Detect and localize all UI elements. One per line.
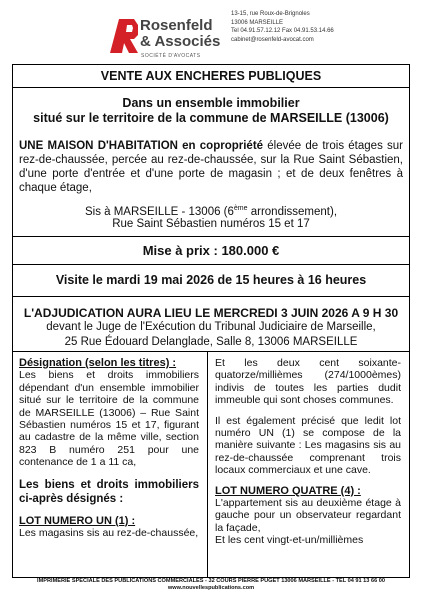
visit-info: Visite le mardi 19 mai 2026 de 15 heures à 16 heures [55,273,367,287]
notice-frame [12,64,410,578]
contact-city: 13006 MARSEILLE [231,19,284,26]
column-divider [207,352,208,578]
logo-wordmark [140,18,220,50]
adjudication-title: L'ADJUDICATION AURA LIEU LE MERCREDI 3 JUIN 2026 A 9 H 30 [23,306,399,320]
lot-one-composition: Il est également précisé que ledit lot numéro UN (1) se compose de la manière suivante : Les magasins sis au rez-de-chaussée comprenant trois locaux commerciaux et une cave. [215,414,401,477]
contact-phone: Tel 04.91.57.12.12 Fax 04.91.53.14.66 [231,28,334,35]
right-column [215,357,401,547]
footer [12,578,410,592]
location-part-a: Sis à MARSEILLE - 13006 (6 [84,205,234,218]
location-line2: Rue Saint Sébastien numéros 15 et 17 [112,218,310,230]
lot-one-title: LOT NUMERO UN (1) : [19,514,136,527]
printer-info: IMPRIMERIE SPECIALE DES PUBLICATIONS COMMERCIALES - 32 COURS PIERRE PUGET 13006 MARSEILLE - TEL 04 91 13 66 00 [37,578,385,584]
adjudication-line1: devant le Juge de l'Exécution du Tribunal Judiciaire de Marseille, [46,321,376,333]
starting-price: Mise à prix : 180.000 € [142,243,280,258]
printer-website[interactable]: www.nouvellespublications.com [167,585,255,591]
logo-line1: Rosenfeld [140,17,213,34]
designation-text: Les biens et droits immobiliers dépendant d'un ensemble immobilier situé sur le territoire de la commune de MARSEILLE (13006) – Rue Saint Sébastien numéros 15 et 17, figurant au cadastre de la même ville, section 823 B numéro 251 pour une contenance de 1 a 11 ca, [19,369,199,469]
location-sup: ème [233,205,248,212]
contact-email[interactable]: cabinet@rosenfeld-avocat.com [231,36,314,43]
intro-line2: situé sur le territoire de la commune de MARSEILLE (13006) [33,111,389,125]
lot-one-text: Les magasins sis au rez-de-chaussée, [19,527,199,540]
logo-line2: & Associés [140,33,221,50]
description-lead: UNE MAISON D'HABITATION en copropriété [19,140,264,152]
lot-four-title: LOT NUMERO QUATRE (4) : [215,484,361,497]
contact-address: 13-15, rue Roux-de-Brignoles [231,11,310,17]
location-part-b: arrondissement), [247,205,338,218]
logo-subtitle: SOCIÉTÉ D'AVOCATS [141,53,201,59]
left-column [19,357,199,539]
notice-title: VENTE AUX ENCHERES PUBLIQUES [100,69,322,83]
intro-line1: Dans un ensemble immobilier [122,96,300,110]
lot-four-text: L'appartement sis au deuxième étage à gauche pour un observateur regardant la façade, [215,497,401,534]
contact-block [231,10,334,44]
shares-text: Et les deux cent soixante-quatorze/millièmes (274/1000èmes) indivis de toutes les parties dudit immeuble qui sont choses communes. [215,357,401,407]
description-rest: élevée de trois étages sur rez-de-chaussée, percée au rez-de-chaussée, sur la Rue Saint Sébastien, d'une porte d'entrée et d'une porte de magasin ; et de deux fenêtres à chaque étage, [19,140,403,194]
adjudication-line2: 25 Rue Édouard Delanglade, Salle 8, 13006 MARSEILLE [64,336,358,348]
rosenfeld-logo-mark [110,19,138,53]
title-band [13,65,409,88]
lot-four-shares: Et les cent vingt-et-un/millièmes [215,534,364,547]
designation-heading: Désignation (selon les titres) : [19,357,177,369]
property-description [19,139,403,195]
designated-goods: Les biens et droits immobiliers ci-après désignés : [19,478,199,505]
